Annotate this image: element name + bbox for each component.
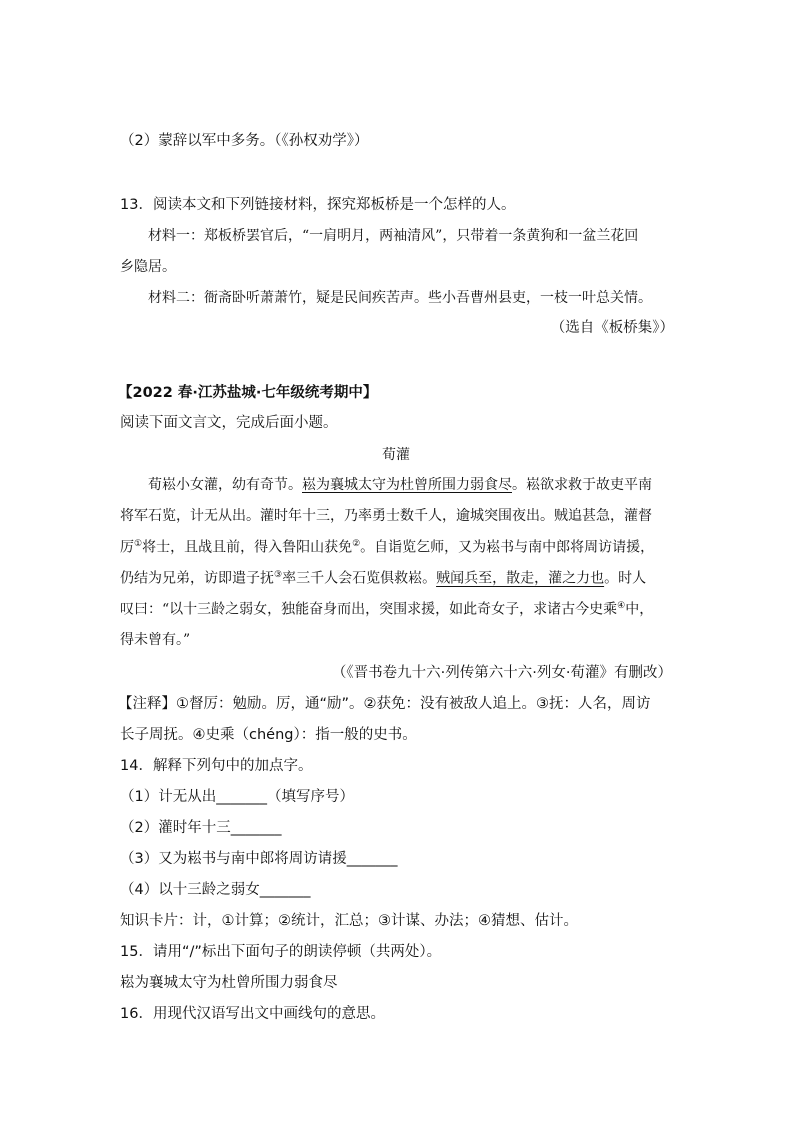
q14-item-2: （2）灌时年十三_______ bbox=[120, 820, 282, 836]
notes-line-1: 【注释】①督厉：勉励。厉，通“励”。②获免：没有被敌人追上。③抚：人名，周访 bbox=[118, 696, 651, 712]
note-marker-3: ③ bbox=[274, 570, 283, 580]
q14-item-1: （1）计无从出_______（填写序号） bbox=[120, 789, 354, 805]
knowledge-card: 知识卡片：计，①计算；②统计，汇总；③计谋、办法；④猜想、估计。 bbox=[120, 913, 578, 929]
reading-instruction: 阅读下面文言文，完成后面小题。 bbox=[120, 415, 338, 431]
passage-source: （《晋书卷九十六·列传第六十六·列女·荀灌》有删改） bbox=[331, 665, 672, 681]
q12-item-2: （2）蒙辞以军中多务。（《孙权劝学》） bbox=[120, 133, 369, 149]
q14-item-3: （3）又为崧书与南中郎将周访请援_______ bbox=[120, 851, 398, 867]
section-tag: 【2022 春·江苏盐城·七年级统考期中】 bbox=[118, 385, 378, 401]
q13-source: （选自《板桥集》） bbox=[550, 320, 674, 336]
passage-line-6: 得未曾有。” bbox=[120, 632, 191, 648]
q16-stem: 16．用现代汉语写出文中画线句的意思。 bbox=[120, 1006, 385, 1022]
q13-material-1-line-2: 乡隐居。 bbox=[120, 259, 176, 275]
q13-material-2: 材料二：衙斋卧听萧萧竹，疑是民间疾苦声。些小吾曹州县吏，一枝一叶总关情。 bbox=[148, 290, 652, 306]
passage-line-4: 仍结为兄弟，访即遣子抚③率三千人会石览俱救崧。贼闻兵至，散走，灌之力也。时人 bbox=[120, 570, 647, 587]
underlined-sentence-1: 崧为襄城太守为杜曾所围力弱食尽 bbox=[302, 477, 512, 493]
passage-line-3: 厉①将士，且战且前，得入鲁阳山获免②。自诣览乞师，又为崧书与南中郎将周访请援， bbox=[120, 539, 655, 556]
q13-stem: 13．阅读本文和下列链接材料，探究郑板桥是一个怎样的人。 bbox=[120, 197, 516, 213]
q15-stem: 15．请用“/”标出下面句子的朗读停顿（共两处）。 bbox=[120, 944, 442, 960]
notes-line-2: 长子周抚。④史乘（chéng）：指一般的史书。 bbox=[120, 727, 417, 743]
passage-line-1: 荀崧小女灌，幼有奇节。崧为襄城太守为杜曾所围力弱食尽。崧欲求救于故吏平南 bbox=[148, 477, 652, 493]
passage-line-5: 叹曰：“以十三龄之弱女，独能奋身而出，突围求援，如此奇女子，求诸古今史乘④中， bbox=[120, 601, 654, 618]
passage-title: 荀灌 bbox=[382, 447, 410, 463]
note-marker-4: ④ bbox=[617, 601, 626, 611]
underlined-sentence-2: 贼闻兵至，散走，灌之力也 bbox=[436, 570, 605, 587]
q13-material-1-line-1: 材料一：郑板桥罢官后，“一肩明月，两袖清风”，只带着一条黄狗和一盆兰花回 bbox=[148, 228, 639, 244]
passage-line-2: 将军石览，计无从出。灌时年十三，乃率勇士数千人，逾城突围夜出。贼追甚急，灌督 bbox=[120, 508, 652, 524]
note-marker-1: ① bbox=[134, 539, 143, 549]
q15-sentence: 崧为襄城太守为杜曾所围力弱食尽 bbox=[120, 975, 338, 991]
q14-item-4: （4）以十三龄之弱女_______ bbox=[120, 882, 311, 898]
q14-stem: 14．解释下列句中的加点字。 bbox=[120, 758, 313, 774]
note-marker-2: ② bbox=[352, 539, 361, 549]
